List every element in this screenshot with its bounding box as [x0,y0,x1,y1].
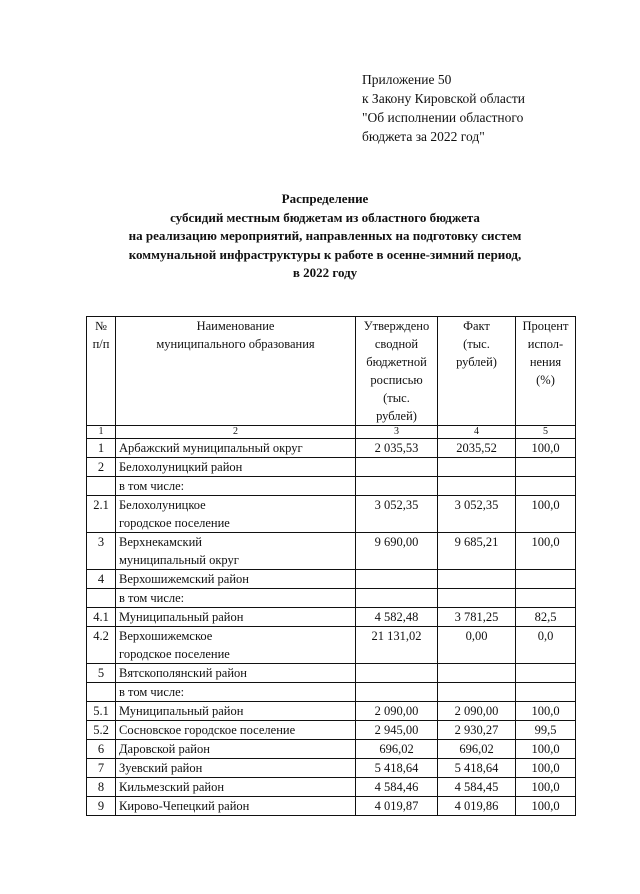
row-number: 9 [87,797,116,816]
municipality-name-line: Кильмезский район [119,780,225,794]
column-index: 3 [356,426,438,439]
header-text: сводной [374,337,419,351]
header-text: рублей) [456,355,497,369]
approved-value [356,458,438,477]
table-row [87,439,576,458]
header-text: нения [529,355,562,369]
fact-value [438,477,516,496]
percent-value [516,477,576,496]
fact-value [438,589,516,608]
municipality-name-line: Верхошижемский район [119,572,249,586]
percent-value: 100,0 [516,797,576,816]
approved-value: 9 690,00 [356,533,438,570]
percent-value [516,589,576,608]
header-text: Наименование [196,319,275,333]
percent-value [516,664,576,683]
municipality-name [116,589,356,608]
fact-value [438,664,516,683]
fact-value: 3 781,25 [438,608,516,627]
table-row [87,608,576,627]
approved-value: 4 584,46 [356,778,438,797]
municipality-name-line: Белохолуницкий район [119,460,243,474]
municipality-name-line: в том числе: [119,685,185,699]
header-percent [516,317,576,426]
table-row [87,683,576,702]
approved-value [356,589,438,608]
fact-value: 696,02 [438,740,516,759]
row-number: 5.2 [87,721,116,740]
header-name [116,317,356,426]
fact-value: 2 090,00 [438,702,516,721]
header-text: Процент [522,319,569,333]
header-text: испол- [527,337,564,351]
appendix-note [362,70,525,146]
header-text: (тыс. [463,337,490,351]
row-number: 6 [87,740,116,759]
row-number [87,477,116,496]
fact-value: 2 930,27 [438,721,516,740]
approved-value: 4 019,87 [356,797,438,816]
row-number: 8 [87,778,116,797]
row-number: 3 [87,533,116,570]
approved-value [356,683,438,702]
table-row [87,759,576,778]
percent-value: 100,0 [516,702,576,721]
title-line: на реализацию мероприятий, направленных на подготовку систем [128,228,522,243]
table-body [87,439,576,816]
header-text: (тыс. [383,391,410,405]
percent-value: 0,0 [516,627,576,664]
municipality-name-line: Муниципальный район [119,704,244,718]
table-row [87,797,576,816]
row-number: 5 [87,664,116,683]
table-header-row [87,317,576,426]
table-row [87,664,576,683]
document-title [60,190,590,283]
municipality-name-line: Вятскополянский район [119,666,247,680]
municipality-name-line: муниципальный округ [119,553,239,567]
header-fact [438,317,516,426]
municipality-name-line: Верхнекамский [119,535,202,549]
appendix-line: бюджета за 2022 год" [362,129,485,144]
row-number: 4.1 [87,608,116,627]
appendix-line: к Закону Кировской области [362,91,526,106]
header-text: (%) [536,373,555,387]
title-line: субсидий местным бюджетам из областного бюджета [170,209,480,225]
municipality-name-line: в том числе: [119,479,185,493]
header-text: рублей) [376,409,417,423]
municipality-name [116,683,356,702]
approved-value: 2 090,00 [356,702,438,721]
percent-value: 99,5 [516,721,576,740]
approved-value: 2 945,00 [356,721,438,740]
row-number [87,683,116,702]
municipality-name-line: Муниципальный район [119,610,244,624]
municipality-name [116,740,356,759]
municipality-name-line: Сосновское городское поселение [119,723,296,737]
percent-value: 100,0 [516,759,576,778]
header-approved [356,317,438,426]
approved-value: 4 582,48 [356,608,438,627]
fact-value: 9 685,21 [438,533,516,570]
subsidy-table [86,316,576,816]
municipality-name [116,627,356,664]
fact-value: 0,00 [438,627,516,664]
approved-value: 5 418,64 [356,759,438,778]
header-text: муниципального образования [156,337,315,351]
municipality-name [116,570,356,589]
municipality-name [116,759,356,778]
municipality-name-line: Арбажский муниципальный округ [119,441,303,455]
municipality-name-line: Верхошижемское [119,629,213,643]
percent-value [516,683,576,702]
table-row [87,477,576,496]
fact-value [438,683,516,702]
approved-value: 3 052,35 [356,496,438,533]
municipality-name-line: городское поселение [119,516,230,530]
percent-value [516,458,576,477]
table-row [87,740,576,759]
fact-value: 3 052,35 [438,496,516,533]
fact-value [438,458,516,477]
header-text: росписью [370,373,423,387]
column-index: 1 [87,426,116,439]
percent-value: 100,0 [516,533,576,570]
approved-value [356,570,438,589]
percent-value: 100,0 [516,740,576,759]
municipality-name [116,477,356,496]
municipality-name [116,797,356,816]
percent-value: 82,5 [516,608,576,627]
table-row [87,721,576,740]
municipality-name-line: Зуевский район [119,761,203,775]
table-row [87,570,576,589]
header-text: п/п [92,337,110,351]
row-number: 4 [87,570,116,589]
title-line: коммунальной инфраструктуры к работе в осенне-зимний период, [128,246,522,262]
table-row [87,496,576,533]
municipality-name [116,608,356,627]
municipality-name [116,496,356,533]
municipality-name-line: городское поселение [119,647,230,661]
municipality-name [116,458,356,477]
municipality-name [116,664,356,683]
municipality-name [116,702,356,721]
municipality-name-line: в том числе: [119,591,185,605]
table-row [87,533,576,570]
percent-value: 100,0 [516,439,576,458]
column-index: 4 [438,426,516,439]
table-row [87,589,576,608]
table-row [87,627,576,664]
municipality-name-line: Даровской район [119,742,210,756]
approved-value: 2 035,53 [356,439,438,458]
municipality-name [116,721,356,740]
header-text: бюджетной [366,355,427,369]
row-number: 1 [87,439,116,458]
approved-value [356,477,438,496]
row-number: 5.1 [87,702,116,721]
table-row [87,458,576,477]
column-index: 2 [116,426,356,439]
fact-value [438,570,516,589]
row-number: 7 [87,759,116,778]
fact-value: 4 584,45 [438,778,516,797]
municipality-name [116,439,356,458]
row-number: 2.1 [87,496,116,533]
column-index: 5 [516,426,576,439]
fact-value: 4 019,86 [438,797,516,816]
approved-value: 696,02 [356,740,438,759]
table-row [87,702,576,721]
header-text: Утверждено [363,319,430,333]
row-number: 2 [87,458,116,477]
table-row [87,778,576,797]
percent-value [516,570,576,589]
row-number [87,589,116,608]
appendix-line: "Об исполнении областного [362,110,524,125]
appendix-line: Приложение 50 [362,72,452,87]
fact-value: 5 418,64 [438,759,516,778]
fact-value: 2035,52 [438,439,516,458]
percent-value: 100,0 [516,778,576,797]
header-text: Факт [463,319,490,333]
column-index-row [87,426,576,439]
approved-value: 21 131,02 [356,627,438,664]
municipality-name-line: Кирово-Чепецкий район [119,799,250,813]
row-number: 4.2 [87,627,116,664]
header-num [87,317,116,426]
title-line: в 2022 году [292,265,358,280]
approved-value [356,664,438,683]
percent-value: 100,0 [516,496,576,533]
municipality-name-line: Белохолуницкое [119,498,206,512]
municipality-name [116,533,356,570]
municipality-name [116,778,356,797]
title-line: Распределение [281,191,369,206]
header-text: № [95,319,107,333]
